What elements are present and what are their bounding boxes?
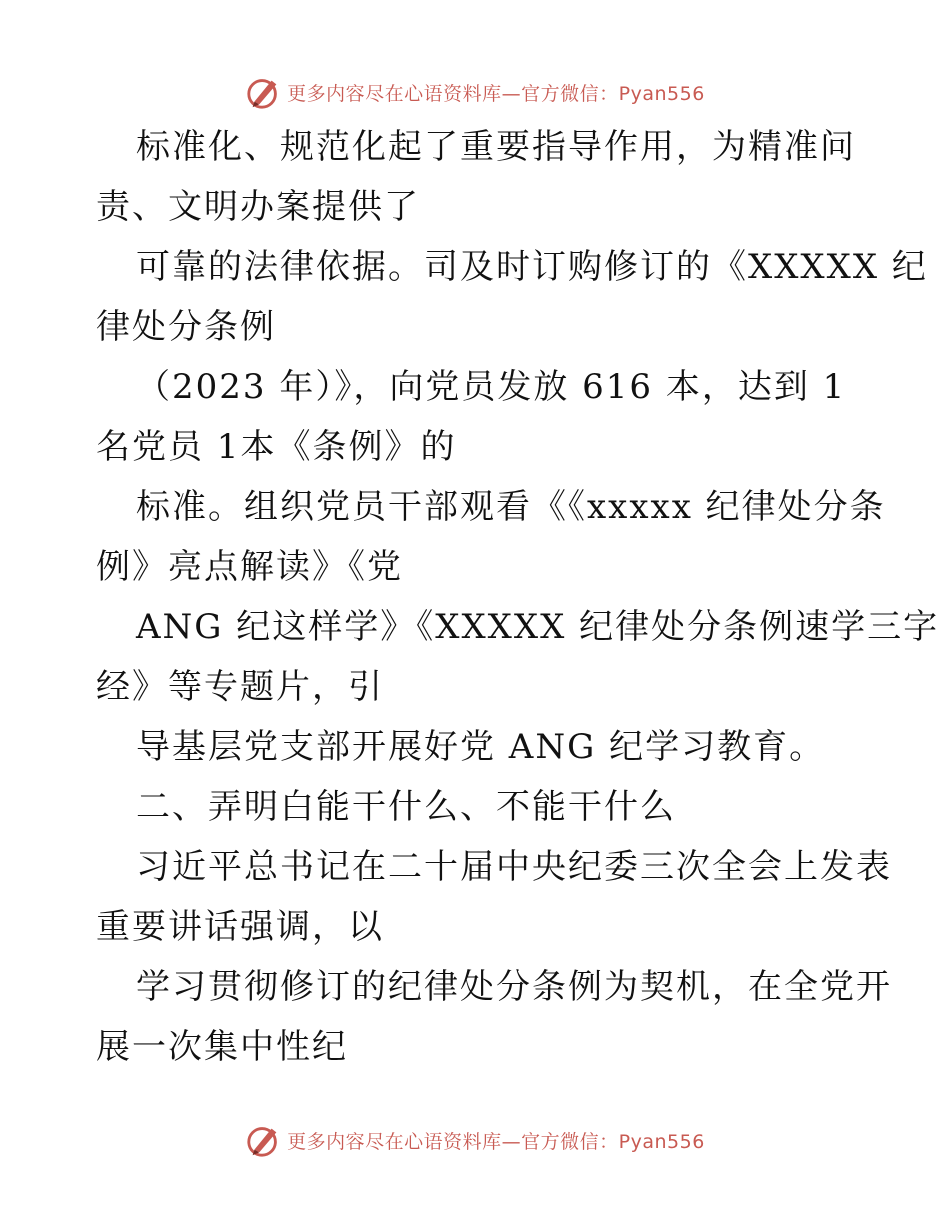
header-banner (0, 70, 950, 114)
banner-text: 更多内容尽在心语资料库—官方微信：Pyan556 (287, 1130, 705, 1153)
text-line: 标准。组织党员干部观看《《xxxxx 纪律处分条 (136, 487, 886, 527)
text-line: 展一次集中性纪 (96, 1027, 348, 1067)
text-line: 标准化、规范化起了重要指导作用，为精准问 (136, 127, 856, 167)
text-line: 律处分条例 (96, 307, 276, 347)
text-line: 习近平总书记在二十届中央纪委三次全会上发表 (136, 847, 892, 887)
text-line: 责、文明办案提供了 (96, 187, 420, 227)
pen-logo-icon (245, 73, 283, 111)
text-line: ANG 纪这样学》《XXXXX 纪律处分条例速学三字 (136, 607, 940, 647)
document-body (96, 117, 940, 1077)
banner-text: 更多内容尽在心语资料库—官方微信：Pyan556 (287, 82, 705, 105)
footer-banner (0, 1118, 950, 1162)
text-line: 例》亮点解读》《党 (96, 547, 403, 587)
text-line: 学习贯彻修订的纪律处分条例为契机，在全党开 (136, 967, 892, 1007)
text-line: 名党员 1本《条例》的 (96, 427, 457, 467)
text-line: 重要讲话强调，以 (96, 907, 384, 947)
text-line: 二、弄明白能干什么、不能干什么 (136, 787, 676, 827)
text-line: 经》等专题片，引 (96, 667, 384, 707)
text-line: 导基层党支部开展好党 ANG 纪学习教育。 (136, 727, 826, 767)
text-line: 可靠的法律依据。司及时订购修订的《XXXXX 纪 (136, 247, 928, 287)
pen-logo-icon (245, 1121, 283, 1159)
text-line: （2023 年）》，向党员发放 616 本，达到 1 (136, 367, 847, 407)
